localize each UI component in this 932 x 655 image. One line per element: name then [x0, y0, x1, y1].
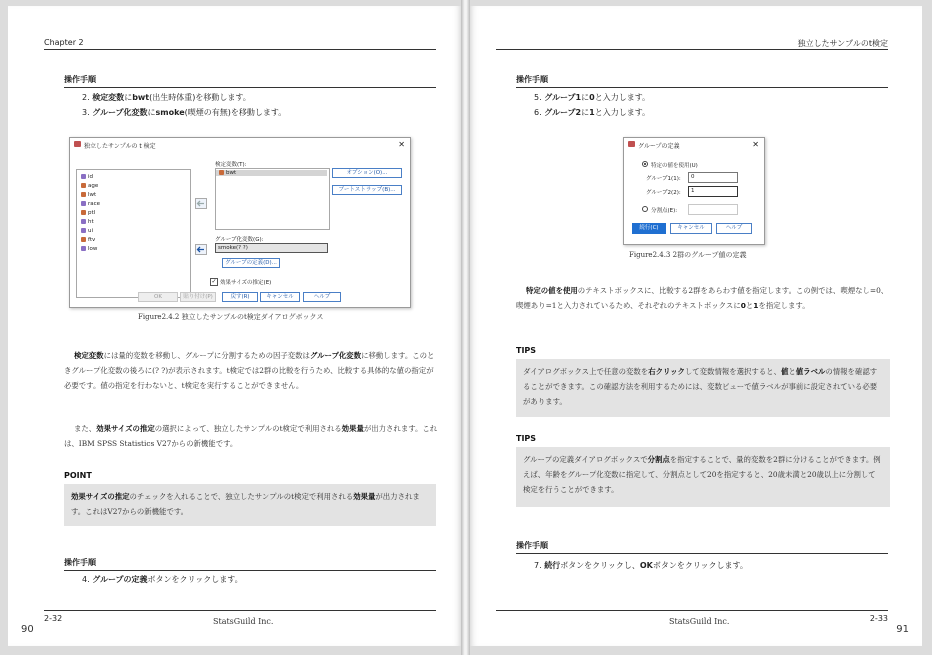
define-groups-dialog [623, 137, 765, 245]
cut-point-radio[interactable] [642, 206, 648, 212]
group2-input[interactable]: 1 [688, 186, 738, 197]
variable-item[interactable] [81, 174, 93, 180]
step-text: (出生時体重)を移動します。 [149, 93, 251, 102]
step-5 [534, 92, 650, 103]
step-bold: グループの定義 [92, 575, 148, 584]
section-rule [64, 87, 436, 88]
tips-heading: TIPS [516, 346, 537, 355]
nominal-icon [81, 219, 86, 224]
use-values-radio[interactable] [642, 161, 648, 167]
step-text: に [581, 93, 590, 102]
variable-item[interactable] [81, 228, 93, 234]
variable-item[interactable] [81, 210, 95, 216]
right-page [470, 6, 922, 646]
bold-term: 効果量 [353, 492, 376, 501]
text: グループの定義ダイアログボックスで [523, 455, 648, 464]
bold-term: 値ラベル [795, 367, 826, 376]
text: が出力されます。これは、IBM SPSS Statistics V27からの新機能です。 [64, 424, 438, 448]
figure-caption: Figure2.4.3 2群のグループ値の定義 [629, 251, 747, 259]
step-2 [82, 92, 251, 103]
nominal-icon [81, 246, 86, 251]
dialog-title: グループの定義 [638, 143, 680, 150]
paragraph [64, 421, 438, 451]
step-3 [82, 107, 286, 118]
step-bold: 続行 [544, 561, 561, 570]
text: と [745, 301, 754, 310]
variable-label: ht [88, 219, 94, 225]
text: の情報を確認することができます。この確認方法を利用するためには、変数ビューで値ラベルが事前に設定されている必要があります。 [523, 367, 878, 406]
text: には量的変数を移動し、グループに分割するための因子変数は [103, 351, 310, 360]
section-title: 操作手順 [516, 541, 548, 550]
arrow-left-icon [196, 245, 206, 254]
dialog-title: 独立したサンプルの t 検定 [84, 143, 156, 150]
text: を指定することで、量的変数を2群に分けることができます。例えば、年齢をグループ化変数に指定して、分割点として20を指定すると、20歳未満と20歳以上に分割して検定を行うことができます。 [523, 455, 881, 494]
help-button[interactable]: ヘルプ [303, 292, 341, 302]
variable-label: ftv [88, 237, 96, 243]
bold-term: グループ化変数 [309, 351, 362, 360]
text: が出力されます。これはV27からの新機能です。 [71, 492, 420, 516]
step-bold: 検定変数 [92, 93, 125, 102]
footer-publisher: StatsGuild Inc. [669, 617, 730, 626]
step-number: 5. [534, 93, 542, 102]
text: に移動します。このときグループ化変数の後ろに(? ?)が表示されます。t検定では2群の比較を行うため、比較する具体的な値の指定が必要です。値の指定を行わないと、t検定を実行することができません。 [64, 351, 435, 390]
bold-term: 効果サイズの推定 [96, 424, 155, 433]
close-icon[interactable]: ✕ [398, 140, 405, 149]
text: を指定します。 [758, 301, 810, 310]
bold-term: 0 [740, 301, 746, 310]
bootstrap-button[interactable]: ブートストラップ(B)... [332, 185, 402, 195]
group2-label: グループ2(2): [646, 190, 681, 196]
scale-icon [81, 210, 86, 215]
variable-item[interactable] [81, 237, 95, 243]
cut-point-label: 分割点(E): [651, 208, 678, 214]
scale-icon [81, 237, 86, 242]
step-bold: グループ1 [544, 93, 582, 102]
folio: 2-33 [869, 614, 888, 623]
step-text: と入力します。 [594, 108, 651, 117]
variable-label: low [88, 246, 98, 252]
text: の選択によって、独立したサンプルのt検定で利用される [154, 424, 342, 433]
tips-box [516, 359, 890, 417]
help-button[interactable]: ヘルプ [716, 223, 752, 234]
step-number: 2. [82, 93, 90, 102]
step-number: 3. [82, 108, 90, 117]
section-rule [516, 87, 888, 88]
page-number: 91 [896, 624, 909, 635]
bold-term: 検定変数 [74, 351, 104, 360]
figure-caption: Figure2.4.2 独立したサンプルのt検定ダイアログボックス [138, 313, 324, 321]
group-var-field[interactable]: smoke(? ?) [215, 243, 328, 253]
variable-label: lwt [88, 192, 97, 198]
nominal-icon [81, 201, 86, 206]
point-box [64, 484, 436, 526]
dialog-app-icon [628, 141, 635, 147]
step-bold: 1 [589, 108, 595, 117]
variable-list[interactable] [76, 169, 191, 298]
step-number: 4. [82, 575, 90, 584]
variable-label: race [88, 201, 101, 207]
step-text: ボタンをクリックし、 [560, 561, 640, 570]
section-title: 操作手順 [516, 75, 548, 84]
text: と [788, 367, 796, 376]
header-rule [44, 49, 436, 50]
group1-input[interactable]: 0 [688, 172, 738, 183]
step-bold: bwt [132, 93, 150, 102]
options-button[interactable]: オプション(O)... [332, 168, 402, 178]
step-text: ボタンをクリックします。 [652, 561, 748, 570]
section-header: 独立したサンプルのt検定 [797, 39, 888, 48]
step-bold: OK [639, 561, 653, 570]
chapter-header: Chapter 2 [44, 38, 84, 47]
scale-icon [81, 183, 86, 188]
test-var-value: bwt [226, 170, 237, 176]
step-6 [534, 107, 650, 118]
move-test-var-button[interactable] [195, 198, 207, 209]
variable-item[interactable] [81, 183, 98, 189]
text: のテキストボックスに、比較する2群をあらわす値を指定します。この例では、喫煙なし=0、喫煙あり=1と入力されているため、それぞれのテキストボックスに [516, 286, 889, 310]
paste-button[interactable]: 貼り付け(P) [180, 292, 216, 302]
bold-term: 効果サイズの推定 [71, 492, 130, 501]
footer-rule [496, 610, 888, 611]
text: のチェックを入れることで、独立したサンプルのt検定で利用される [129, 492, 354, 501]
group1-label: グループ1(1): [646, 176, 681, 182]
move-group-var-button[interactable] [195, 244, 207, 255]
variable-item[interactable] [81, 219, 94, 225]
cancel-button[interactable]: キャンセル [260, 292, 300, 302]
scale-icon [81, 192, 86, 197]
step-text: (喫煙の有無)を移動します。 [184, 108, 287, 117]
test-var-label: 検定変数(T): [215, 162, 247, 168]
variable-label: ui [88, 228, 94, 234]
variable-label: age [88, 183, 99, 189]
section-rule [64, 570, 436, 571]
step-text: に [124, 93, 133, 102]
arrow-left-icon [196, 199, 206, 208]
variable-item[interactable] [81, 192, 96, 198]
bold-term: 右クリック [648, 367, 685, 376]
footer-publisher: StatsGuild Inc. [213, 617, 274, 626]
step-text: と入力します。 [594, 93, 651, 102]
bold-term: 分割点 [647, 455, 670, 464]
scale-icon [219, 170, 224, 175]
section-title: 操作手順 [64, 558, 96, 567]
reset-button[interactable]: 戻す(R) [222, 292, 258, 302]
tips-box [516, 447, 890, 507]
bold-term: 効果量 [341, 424, 364, 433]
paragraph [516, 283, 890, 313]
group-var-label: グループ化変数(G): [215, 237, 264, 243]
step-bold: smoke [155, 108, 185, 117]
step-bold: グループ化変数 [92, 108, 148, 117]
test-var-item[interactable] [216, 170, 327, 176]
text: また、 [74, 424, 97, 433]
variable-item[interactable] [81, 201, 100, 207]
ttest-dialog [69, 137, 411, 308]
step-text: に [581, 108, 590, 117]
bold-term: 特定の値を使用 [526, 286, 578, 295]
step-text: に [147, 108, 156, 117]
left-page [8, 6, 461, 646]
step-7 [534, 560, 748, 571]
bold-term: 値 [780, 367, 789, 376]
nominal-icon [81, 174, 86, 179]
nominal-icon [81, 228, 86, 233]
radio-dot [644, 163, 646, 165]
section-title: 操作手順 [64, 75, 96, 84]
footer-rule [44, 610, 436, 611]
define-groups-button[interactable]: グループの定義(D)... [222, 258, 280, 268]
effect-size-checkbox[interactable]: ✓ [211, 278, 217, 285]
variable-label: ptl [88, 210, 96, 216]
effect-size-label: 効果サイズの推定(E) [220, 280, 272, 286]
use-values-label: 特定の値を使用(U) [651, 163, 698, 169]
page-number: 90 [21, 624, 34, 635]
step-4 [82, 574, 243, 585]
tips-heading: TIPS [516, 434, 537, 443]
section-rule [516, 553, 888, 554]
point-heading: POINT [64, 471, 92, 480]
test-var-list[interactable] [215, 168, 330, 230]
close-icon[interactable]: ✕ [752, 140, 759, 149]
variable-item[interactable] [81, 246, 97, 252]
cut-point-input[interactable] [688, 204, 738, 215]
step-text: ボタンをクリックします。 [147, 575, 243, 584]
dialog-app-icon [74, 141, 81, 147]
variable-label: id [88, 174, 94, 180]
step-number: 6. [534, 108, 542, 117]
header-rule [496, 49, 888, 50]
book-gutter [461, 0, 470, 655]
text: して変数情報を選択すると、 [684, 367, 781, 376]
folio: 2-32 [44, 614, 63, 623]
ok-button[interactable]: OK [138, 292, 178, 302]
step-bold: 0 [589, 93, 595, 102]
cancel-button[interactable]: キャンセル [670, 223, 712, 234]
bold-term: 1 [753, 301, 759, 310]
step-number: 7. [534, 561, 542, 570]
paragraph [64, 348, 438, 393]
text: ダイアログボックス上で任意の変数を [523, 367, 649, 376]
step-bold: グループ2 [544, 108, 582, 117]
continue-button[interactable]: 続行(C) [632, 223, 666, 234]
